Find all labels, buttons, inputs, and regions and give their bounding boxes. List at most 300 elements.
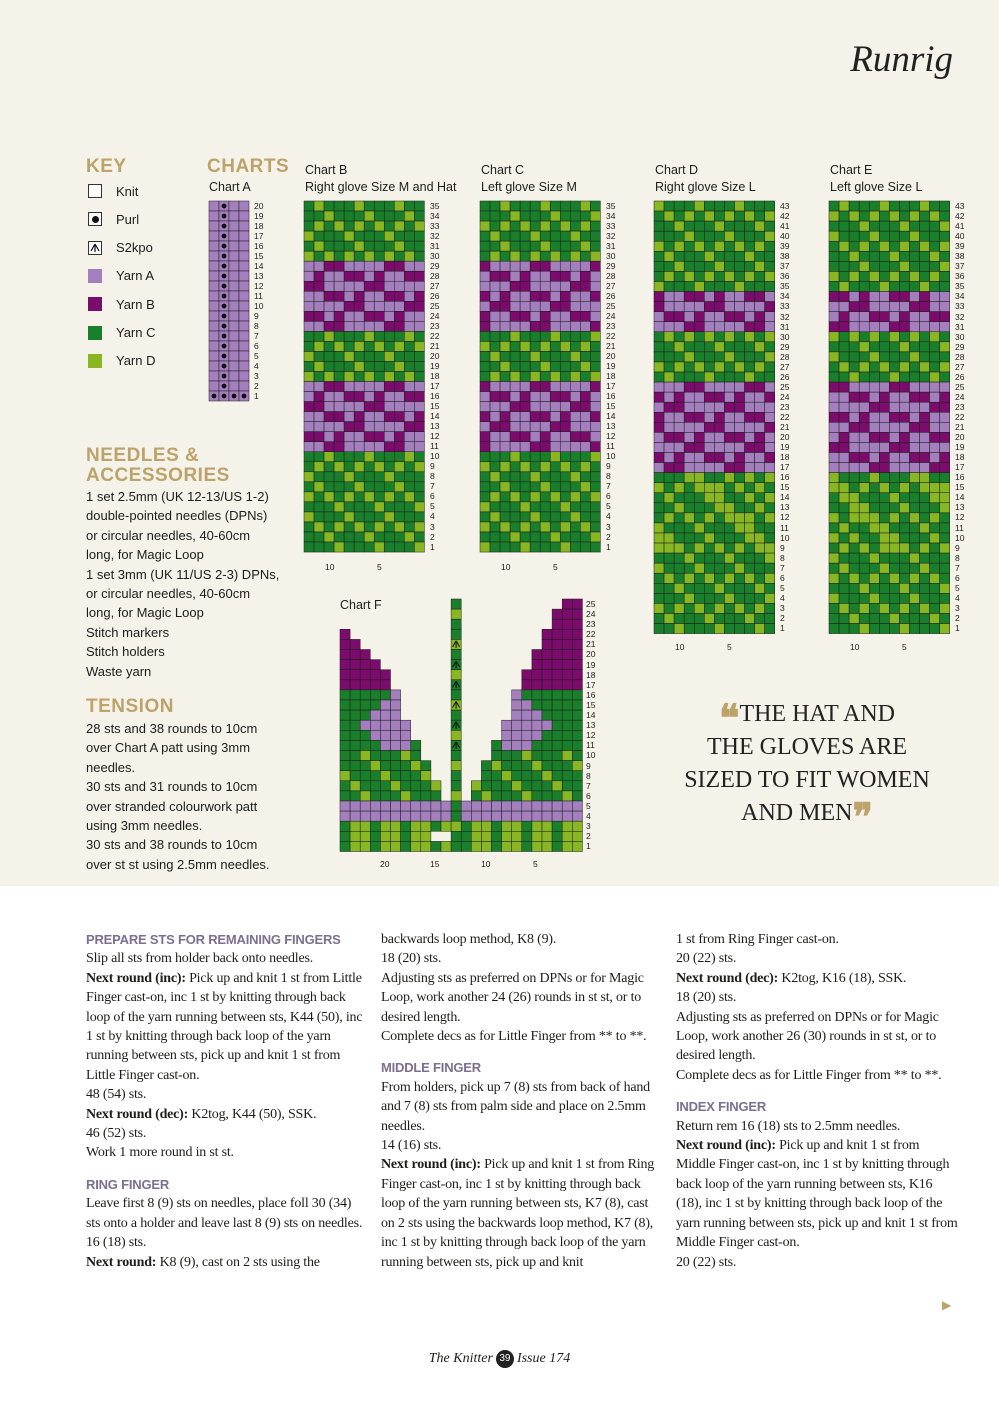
chart-f-cell <box>391 781 401 791</box>
chart-cell <box>909 573 919 583</box>
chart-cell <box>909 523 919 533</box>
text-line: 30 sts and 31 rounds to 10cm <box>86 779 258 795</box>
chart-f-cell <box>562 680 572 690</box>
chart-f-cell <box>360 761 370 771</box>
para: 46 (52) sts. <box>86 1126 147 1142</box>
chart-cell <box>734 382 744 392</box>
chart-a-cell <box>239 231 249 241</box>
chart-cell <box>580 372 590 382</box>
chart-f-cell <box>512 801 522 811</box>
chart-cell <box>654 432 664 442</box>
row-number: 1 <box>780 622 785 633</box>
chart-cell <box>839 553 849 563</box>
chart-cell <box>829 201 839 211</box>
row-number: 17 <box>586 679 596 690</box>
chart-cell <box>664 281 674 291</box>
chart-cell <box>940 201 950 211</box>
chart-cell <box>704 613 714 623</box>
chart-cell <box>384 221 394 231</box>
chart-cell <box>724 302 734 312</box>
chart-cell <box>684 342 694 352</box>
chart-cell <box>480 331 490 341</box>
chart-cell <box>590 351 600 361</box>
chart-cell <box>930 251 940 261</box>
row-number: 33 <box>780 301 790 312</box>
chart-cell <box>930 624 940 634</box>
chart-cell <box>550 422 560 432</box>
chart-cell <box>714 251 724 261</box>
purl-dot <box>222 234 227 239</box>
chart-cell <box>734 583 744 593</box>
row-number: 13 <box>780 502 790 513</box>
chart-cell <box>839 372 849 382</box>
row-number: 13 <box>586 720 596 731</box>
row-number: 34 <box>430 211 440 222</box>
chart-cell <box>899 342 909 352</box>
chart-cell <box>869 281 879 291</box>
chart-cell <box>714 593 724 603</box>
chart-cell <box>724 372 734 382</box>
chart-cell <box>510 452 520 462</box>
chart-cell <box>755 483 765 493</box>
chart-cell <box>550 542 560 552</box>
chart-cell <box>540 522 550 532</box>
chart-cell <box>304 261 314 271</box>
chart-cell <box>724 332 734 342</box>
chart-cell <box>869 473 879 483</box>
chart-cell <box>560 331 570 341</box>
chart-f-cell <box>421 811 431 821</box>
chart-cell <box>765 624 775 634</box>
chart-f-cell <box>431 781 441 791</box>
chart-cell <box>304 522 314 532</box>
chart-cell <box>500 382 510 392</box>
chart-f-cell <box>512 831 522 841</box>
chart-cell <box>580 331 590 341</box>
chart-cell <box>909 442 919 452</box>
chart-f-cell <box>411 781 421 791</box>
chart-cell <box>734 322 744 332</box>
chart-cell <box>684 231 694 241</box>
chart-cell <box>590 221 600 231</box>
chart-cell <box>550 321 560 331</box>
chart-cell <box>540 512 550 522</box>
row-number: 9 <box>780 542 785 553</box>
chart-cell <box>724 352 734 362</box>
chart-cell <box>869 463 879 473</box>
chart-cell <box>714 603 724 613</box>
chart-cell <box>560 432 570 442</box>
chart-cell <box>364 201 374 211</box>
chart-cell <box>314 251 324 261</box>
row-number: 6 <box>430 491 435 502</box>
chart-cell <box>674 251 684 261</box>
chart-cell <box>500 412 510 422</box>
chart-cell <box>570 291 580 301</box>
chart-a-cell <box>229 271 239 281</box>
chart-cell <box>520 402 530 412</box>
chart-cell <box>829 342 839 352</box>
purl-dot <box>222 374 227 379</box>
text-line: using 3mm needles. <box>86 818 203 834</box>
chart-cell <box>664 382 674 392</box>
chart-cell <box>664 432 674 442</box>
chart-cell <box>704 493 714 503</box>
chart-cell <box>694 453 704 463</box>
purl-dot <box>222 204 227 209</box>
chart-cell <box>940 442 950 452</box>
chart-f-cell <box>471 801 481 811</box>
chart-cell <box>879 392 889 402</box>
chart-cell <box>480 351 490 361</box>
chart-cell <box>560 271 570 281</box>
chart-cell <box>354 211 364 221</box>
chart-cell <box>530 382 540 392</box>
chart-cell <box>404 452 414 462</box>
chart-cell <box>384 502 394 512</box>
chart-cell <box>654 483 664 493</box>
chart-f-cell <box>572 771 582 781</box>
chart-cell <box>714 442 724 452</box>
chart-cell <box>839 271 849 281</box>
chart-cell <box>364 291 374 301</box>
chart-cell <box>364 412 374 422</box>
chart-cell <box>394 281 404 291</box>
chart-cell <box>849 593 859 603</box>
chart-f-cell <box>532 740 542 750</box>
chart-cell <box>590 492 600 502</box>
chart-cell <box>899 221 909 231</box>
chart-cell <box>664 332 674 342</box>
chart-cell <box>580 231 590 241</box>
row-number: 23 <box>606 321 616 332</box>
chart-a-cell <box>209 371 219 381</box>
chart-cell <box>664 402 674 412</box>
chart-f-cell <box>522 771 532 781</box>
chart-f-cell <box>340 690 350 700</box>
row-number: 30 <box>780 331 790 342</box>
chart-f-cell <box>360 821 370 831</box>
chart-cell <box>314 422 324 432</box>
chart-f-cell <box>411 740 421 750</box>
chart-cell <box>344 311 354 321</box>
chart-f-cell <box>572 670 582 680</box>
chart-cell <box>859 261 869 271</box>
chart-cell <box>899 362 909 372</box>
chart-cell <box>570 331 580 341</box>
chart-cell <box>500 522 510 532</box>
chart-f-cell <box>340 821 350 831</box>
chart-cell <box>714 573 724 583</box>
chart-f-cell <box>370 801 380 811</box>
chart-f-cell <box>391 700 401 710</box>
chart-cell <box>540 321 550 331</box>
chart-cell <box>694 261 704 271</box>
chart-cell <box>364 482 374 492</box>
chart-cell <box>354 261 364 271</box>
chart-f-cell <box>512 710 522 720</box>
chart-cell <box>404 402 414 412</box>
chart-cell <box>920 463 930 473</box>
chart-cell <box>500 321 510 331</box>
chart-cell <box>849 533 859 543</box>
chart-cell <box>490 331 500 341</box>
chart-cell <box>829 613 839 623</box>
chart-cell <box>314 502 324 512</box>
chart-cell <box>414 442 424 452</box>
chart-cell <box>500 311 510 321</box>
chart-cell <box>879 221 889 231</box>
chart-cell <box>480 301 490 311</box>
row-number: 40 <box>780 231 790 242</box>
chart-f-cell <box>471 841 481 851</box>
chart-cell <box>734 392 744 402</box>
chart-a-cell <box>239 311 249 321</box>
chart-f-cell <box>461 841 471 851</box>
row-number: 15 <box>430 401 440 412</box>
chart-cell <box>859 583 869 593</box>
chart-cell <box>324 361 334 371</box>
chart-f-cell <box>492 841 502 851</box>
chart-cell <box>324 432 334 442</box>
chart-cell <box>394 372 404 382</box>
chart-cell <box>304 251 314 261</box>
chart-cell <box>590 291 600 301</box>
row-number: 19 <box>955 442 965 453</box>
chart-f-cell <box>532 841 542 851</box>
chart-cell <box>734 302 744 312</box>
chart-cell <box>394 402 404 412</box>
row-number: 14 <box>780 492 790 503</box>
chart-cell <box>550 402 560 412</box>
chart-cell <box>334 382 344 392</box>
chart-cell <box>344 361 354 371</box>
chart-cell <box>755 453 765 463</box>
row-number: 32 <box>606 231 616 242</box>
row-number: 10 <box>430 451 440 462</box>
chart-cell <box>334 462 344 472</box>
row-number: 13 <box>955 502 965 513</box>
chart-cell <box>374 472 384 482</box>
chart-cell <box>829 261 839 271</box>
chart-cell <box>374 422 384 432</box>
chart-a-cell <box>229 371 239 381</box>
chart-b-col-10: 10 <box>325 562 335 572</box>
chart-cell <box>674 583 684 593</box>
chart-cell <box>404 472 414 482</box>
chart-f-cell <box>552 730 562 740</box>
chart-cell <box>384 462 394 472</box>
chart-f-cell <box>492 831 502 841</box>
row-number: 16 <box>780 472 790 483</box>
chart-f-cell <box>431 791 441 801</box>
chart-cell <box>765 573 775 583</box>
chart-cell <box>704 382 714 392</box>
chart-cell <box>909 231 919 241</box>
chart-cell <box>899 493 909 503</box>
chart-cell <box>394 412 404 422</box>
row-number: 8 <box>955 552 960 563</box>
chart-cell <box>745 483 755 493</box>
chart-f-cell <box>380 690 390 700</box>
chart-cell <box>344 542 354 552</box>
chart-cell <box>704 553 714 563</box>
chart-cell <box>930 463 940 473</box>
chart-cell <box>344 432 354 442</box>
chart-cell <box>899 593 909 603</box>
chart-cell <box>334 341 344 351</box>
chart-cell <box>714 473 724 483</box>
chart-a-cell <box>239 291 249 301</box>
chart-cell <box>694 422 704 432</box>
chart-cell <box>580 432 590 442</box>
chart-cell <box>510 472 520 482</box>
chart-f-cell <box>522 781 532 791</box>
chart-cell <box>734 473 744 483</box>
chart-cell <box>304 291 314 301</box>
chart-cell <box>940 543 950 553</box>
chart-cell <box>930 372 940 382</box>
chart-cell <box>344 291 354 301</box>
chart-f-cell <box>522 751 532 761</box>
chart-f-cell <box>552 740 562 750</box>
chart-cell <box>540 261 550 271</box>
chart-cell <box>859 533 869 543</box>
chart-cell <box>734 543 744 553</box>
chart-cell <box>414 412 424 422</box>
chart-f-cell <box>502 791 512 801</box>
chart-cell <box>500 281 510 291</box>
chart-cell <box>829 402 839 412</box>
chart-cell <box>344 522 354 532</box>
chart-cell <box>704 292 714 302</box>
row-number: 4 <box>606 511 611 522</box>
chart-cell <box>684 412 694 422</box>
chart-f-cell <box>562 751 572 761</box>
chart-cell <box>849 292 859 302</box>
chart-cell <box>490 412 500 422</box>
row-number: 15 <box>254 251 264 261</box>
chart-f-cell <box>522 670 532 680</box>
chart-cell <box>314 211 324 221</box>
chart-cell <box>920 392 930 402</box>
row-number: 19 <box>254 211 264 221</box>
chart-cell <box>829 312 839 322</box>
chart-cell <box>490 221 500 231</box>
chart-cell <box>829 493 839 503</box>
chart-cell <box>570 301 580 311</box>
chart-cell <box>560 341 570 351</box>
chart-f-cell <box>562 811 572 821</box>
chart-cell <box>869 453 879 463</box>
row-number: 18 <box>955 452 965 463</box>
chart-cell <box>829 543 839 553</box>
chart-cell <box>909 473 919 483</box>
chart-cell <box>570 201 580 211</box>
chart-cell <box>354 341 364 351</box>
key-item-yarn-a <box>88 266 154 286</box>
row-number: 28 <box>780 351 790 362</box>
row-number: 15 <box>955 482 965 493</box>
chart-cell <box>704 271 714 281</box>
chart-cell <box>384 341 394 351</box>
chart-cell <box>724 382 734 392</box>
chart-cell <box>580 402 590 412</box>
chart-cell <box>654 251 664 261</box>
chart-f-cell <box>391 710 401 720</box>
chart-cell <box>334 512 344 522</box>
chart-cell <box>745 221 755 231</box>
chart-cell <box>570 422 580 432</box>
row-number: 24 <box>780 391 790 402</box>
chart-cell <box>684 312 694 322</box>
chart-cell <box>684 593 694 603</box>
chart-cell <box>930 513 940 523</box>
chart-f-cell <box>552 801 562 811</box>
chart-cell <box>930 603 940 613</box>
chart-cell <box>734 332 744 342</box>
chart-cell <box>540 432 550 442</box>
chart-f-cell <box>532 761 542 771</box>
chart-cell <box>909 352 919 362</box>
key-label: Knit <box>116 183 139 199</box>
chart-cell <box>500 211 510 221</box>
chart-cell <box>540 351 550 361</box>
chart-cell <box>324 512 334 522</box>
chart-cell <box>500 301 510 311</box>
chart-cell <box>745 322 755 332</box>
chart-cell <box>899 563 909 573</box>
chart-cell <box>724 453 734 463</box>
chart-cell <box>694 553 704 563</box>
chart-cell <box>869 382 879 392</box>
chart-cell <box>510 412 520 422</box>
chart-a-cell <box>209 201 219 211</box>
row-number: 23 <box>955 401 965 412</box>
chart-cell <box>510 422 520 432</box>
chart-cell <box>304 341 314 351</box>
chart-cell <box>334 291 344 301</box>
row-number: 2 <box>955 612 960 623</box>
chart-cell <box>899 624 909 634</box>
chart-cell <box>829 241 839 251</box>
row-number: 3 <box>606 521 611 532</box>
chart-cell <box>414 201 424 211</box>
chart-cell <box>414 452 424 462</box>
chart-f-cell <box>492 771 502 781</box>
chart-f-cell <box>572 639 582 649</box>
chart-a-cell <box>209 271 219 281</box>
chart-cell <box>684 422 694 432</box>
chart-cell <box>745 624 755 634</box>
row-number: 12 <box>780 512 790 523</box>
chart-cell <box>314 261 324 271</box>
chart-cell <box>324 271 334 281</box>
chart-cell <box>920 382 930 392</box>
chart-cell <box>490 201 500 211</box>
chart-a-cell <box>209 351 219 361</box>
chart-cell <box>384 372 394 382</box>
chart-cell <box>920 412 930 422</box>
chart-cell <box>654 573 664 583</box>
chart-cell <box>404 341 414 351</box>
chart-cell <box>580 351 590 361</box>
chart-f-cell <box>441 821 451 831</box>
chart-cell <box>664 513 674 523</box>
chart-f-cell <box>451 710 461 720</box>
row-number: 3 <box>586 821 591 832</box>
chart-cell <box>674 372 684 382</box>
